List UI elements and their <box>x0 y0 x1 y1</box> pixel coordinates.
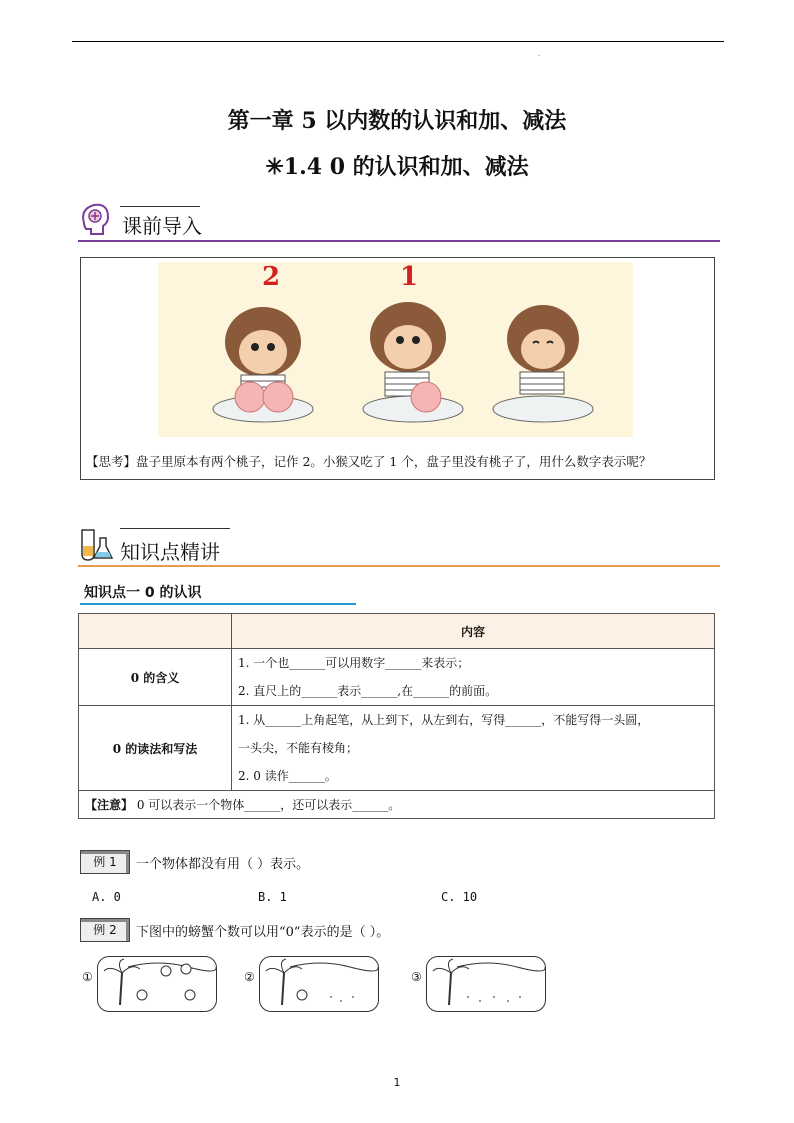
picture-option-2[interactable] <box>259 956 379 1012</box>
row-label-meaning: 0 的含义 <box>79 649 232 706</box>
example1-option-b[interactable]: B. 1 <box>258 890 287 904</box>
head-bulb-icon <box>78 201 112 237</box>
section1-title: 课前导入 <box>122 214 202 238</box>
example1-question: 一个物体都没有用（ ）表示。 <box>136 857 310 872</box>
lesson-title: ✳1.4 0 的认识和加、减法 <box>265 154 529 180</box>
think-question: 【思考】盘子里原本有两个桃子，记作 2。小猴又吃了 1 个，盘子里没有桃子了，用什么数字表示呢？ <box>86 454 652 469</box>
table-header-empty <box>79 614 232 649</box>
table-row <box>79 706 715 791</box>
header-dot: · <box>538 52 541 60</box>
section2-rule <box>78 565 720 567</box>
monkey-2 <box>370 302 446 396</box>
note-text: 0 可以表示一个物体______，还可以表示______。 <box>133 798 401 812</box>
knowledge-point-title: 知识点一 0 的认识 <box>84 585 202 601</box>
number-label-1: 1 <box>400 262 419 292</box>
section2-title: 知识点精讲 <box>120 540 220 564</box>
row-content-meaning <box>232 649 715 706</box>
monkey-scene <box>158 262 633 437</box>
monkey-1 <box>225 307 301 397</box>
number-label-2: 2 <box>262 262 281 292</box>
content-line: 2. 直尺上的______表示______,在______的前面。 <box>238 684 498 698</box>
example1-option-c[interactable]: C. 10 <box>441 890 478 904</box>
header-rule <box>72 41 724 42</box>
section1-top-rule <box>120 206 200 207</box>
picture-number-1: ① <box>82 970 93 984</box>
example1-option-a[interactable]: A. 0 <box>92 890 121 904</box>
knowledge-table <box>78 613 715 819</box>
picture-option-1[interactable] <box>97 956 217 1012</box>
knowledge-point-underline <box>80 603 356 605</box>
content-line: 1. 一个也______可以用数字______来表示； <box>238 656 470 670</box>
table-note-row <box>79 791 715 819</box>
table-row <box>79 649 715 706</box>
picture-number-3: ③ <box>411 970 422 984</box>
picture-number-2: ② <box>244 970 255 984</box>
flask-icon <box>76 526 114 562</box>
table-header-row <box>79 614 715 649</box>
table-header-content: 内容 <box>232 614 715 649</box>
section2-top-rule <box>120 528 230 529</box>
row-content-writing <box>232 706 715 791</box>
example2-label: 例 2 <box>80 918 130 942</box>
page-number: 1 <box>393 1076 401 1089</box>
content-line: 2. 0 读作______。 <box>238 769 337 783</box>
note-label: 【注意】 <box>85 798 134 812</box>
section1-rule <box>78 240 720 242</box>
monkey-3 <box>507 305 579 394</box>
picture-option-3[interactable] <box>426 956 546 1012</box>
content-line: 一头尖，不能有棱角； <box>238 741 359 755</box>
example1-label: 例 1 <box>80 850 130 874</box>
chapter-title: 第一章 5 以内数的认识和加、减法 <box>227 108 567 134</box>
example2-question: 下图中的螃蟹个数可以用“0”表示的是（ ）。 <box>136 925 390 940</box>
row-label-writing: 0 的读法和写法 <box>79 706 232 791</box>
content-line: 1. 从______上角起笔，从上到下，从左到右，写得______，不能写得一头圆， <box>238 713 650 727</box>
